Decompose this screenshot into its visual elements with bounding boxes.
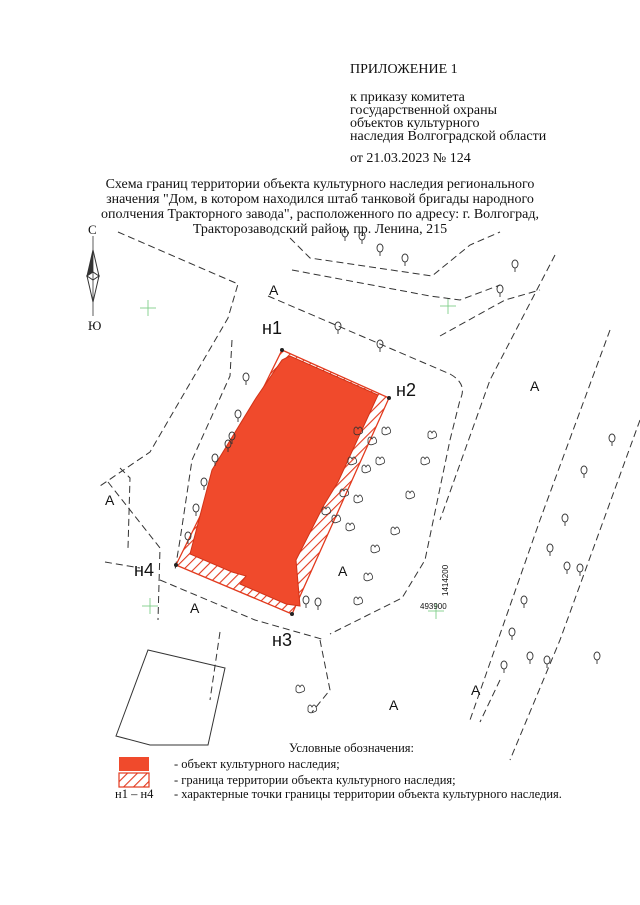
zone-label: А [338,563,348,579]
legend-text: - граница территории объекта культурного наследия; [174,773,456,787]
scheme-title-line: Тракторозаводский район, пр. Ленина, 215 [192,222,448,237]
zone-label: А [269,282,279,298]
zone-label: А [471,682,481,698]
zone-label: А [389,697,399,713]
zone-label: А [530,378,540,394]
coordinate-y: 1414200 [441,564,450,596]
order-line: наследия Волгоградской области [350,129,547,144]
scheme-title-line: Схема границ территории объекта культурного наследия регионального [105,177,535,192]
legend-text: - объект культурного наследия; [174,757,340,771]
coordinate-x: 493900 [420,602,447,611]
order-line: государственной охраны [350,103,498,118]
zone-label: А [105,492,115,508]
point-label-n3: н3 [272,630,292,650]
legend-text: - характерные точки границы территории объекта культурного наследия. [174,787,562,801]
scheme-title-line: значения "Дом, в котором находился штаб танковой бригады народного [106,192,534,207]
order-date: от 21.03.2023 № 124 [350,151,471,166]
point-label-n2: н2 [396,380,416,400]
compass-north-label: С [88,222,97,237]
compass-south-label: Ю [88,318,102,333]
point-label-n1: н1 [262,318,282,338]
order-line: объектов культурного [350,116,480,131]
compass-icon [87,236,99,316]
zone-label: А [190,600,200,616]
scheme-title-line: ополчения Тракторного завода", расположенного по адресу: г. Волгоград, [101,207,539,222]
appendix-title: ПРИЛОЖЕНИЕ 1 [350,62,458,77]
order-line: к приказу комитета [350,90,465,105]
boundary-swatch-icon [118,772,150,788]
point-label-n4: н4 [134,560,154,580]
object-swatch-icon [118,756,150,772]
points-symbol-label: н1 – н4 [115,787,154,801]
legend-title: Условные обозначения: [289,741,415,755]
